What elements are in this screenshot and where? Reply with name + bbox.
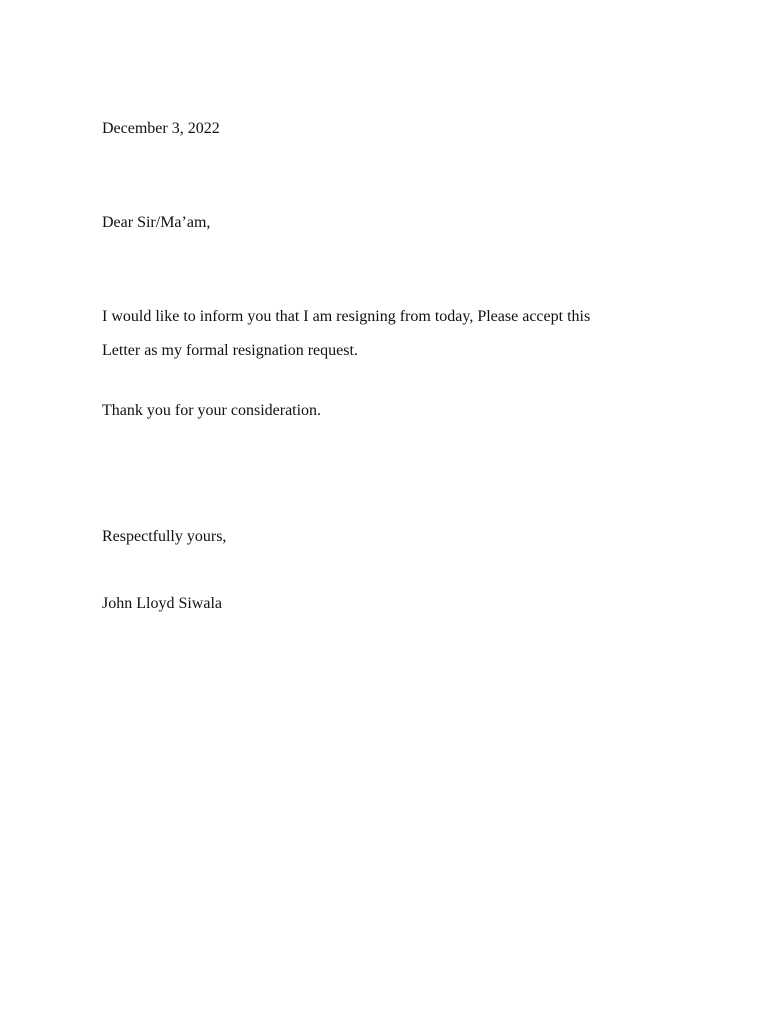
letter-date: December 3, 2022 xyxy=(102,120,220,137)
letter-thanks: Thank you for your consideration. xyxy=(102,402,322,419)
letter-signature-name: John Lloyd Siwala xyxy=(102,595,222,612)
letter-body-line: Letter as my formal resignation request. xyxy=(102,342,358,359)
letter-closing: Respectfully yours, xyxy=(102,528,227,545)
letter-salutation: Dear Sir/Ma’am, xyxy=(102,214,211,231)
letter-body-line: I would like to inform you that I am resigning from today, Please accept this xyxy=(102,308,591,325)
